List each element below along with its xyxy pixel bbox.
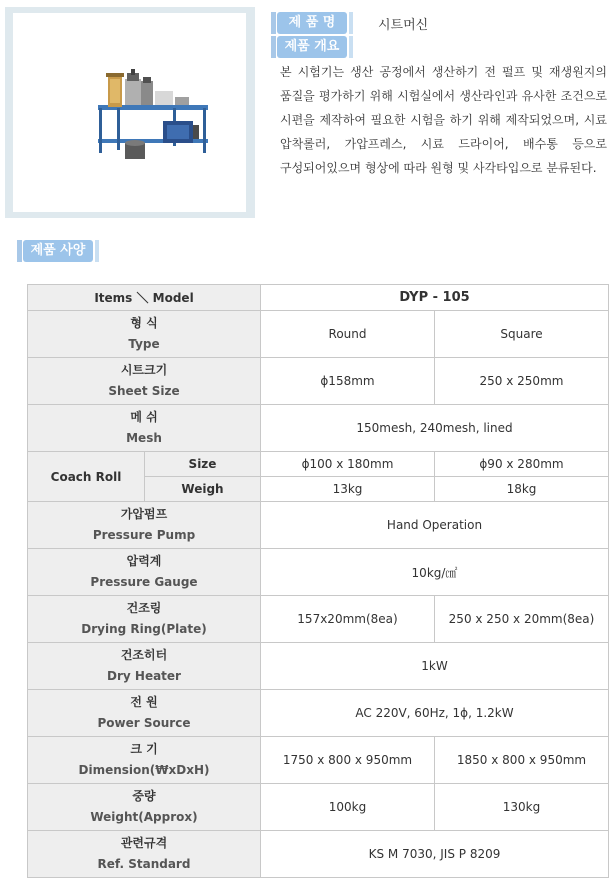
row-label-drying-ring: 건조링 Drying Ring(Plate): [28, 596, 261, 643]
sheet-round: ϕ158mm: [261, 358, 435, 405]
row-label-pressure-pump: 가압펌프 Pressure Pump: [28, 502, 261, 549]
header-items-model: Items ＼ Model: [28, 285, 261, 311]
product-photo-frame: [5, 7, 255, 218]
table-row: [28, 452, 609, 477]
row-label-mesh: 메 쉬 Mesh: [28, 405, 261, 452]
row-label-sheet-size: 시트크기 Sheet Size: [28, 358, 261, 405]
pump-value: Hand Operation: [261, 502, 609, 549]
coach-size-square: ϕ90 x 280mm: [435, 452, 609, 477]
product-name-value: 시트머신: [378, 18, 429, 33]
table-row: [28, 502, 609, 549]
row-label-coach-roll: Coach Roll: [28, 452, 145, 502]
table-row: [28, 549, 609, 596]
row-label-coach-size: Size: [145, 452, 261, 477]
product-overview-text: 본 시험기는 생산 공정에서 생산하기 전 펄프 및 재생원지의 품질을 평가하기 위해 시험실에서 생산라인과 유사한 조건으로 시편을 제작하여 필요한 시험을 하기 위해 제작되었으며, 시료 압착롤러, 가압프레스, 시료 드라이어, 배수통 등으로 구성되어있으며 형상에 따라 원형 및 사각타입으로 분류된다.: [280, 65, 607, 175]
standard-value: KS M 7030, JIS P 8209: [261, 831, 609, 878]
heater-value: 1kW: [261, 643, 609, 690]
row-label-dimension: 크 기 Dimension(₩xDxH): [28, 737, 261, 784]
product-overview-label-text: 제품 개요: [277, 36, 347, 58]
table-row: [28, 596, 609, 643]
product-name-label: [271, 12, 353, 34]
table-row: [28, 737, 609, 784]
table-row: [28, 311, 609, 358]
header-model: DYP - 105: [261, 285, 609, 311]
table-row: [28, 358, 609, 405]
row-label-ref-standard: 관련규격 Ref. Standard: [28, 831, 261, 878]
mesh-value: 150mesh, 240mesh, lined: [261, 405, 609, 452]
power-value: AC 220V, 60Hz, 1ϕ, 1.2kW: [261, 690, 609, 737]
row-label-coach-weigh: Weigh: [145, 477, 261, 502]
dim-round: 1750 x 800 x 950mm: [261, 737, 435, 784]
table-row: [28, 643, 609, 690]
table-row: [28, 285, 609, 311]
coach-weigh-square: 18kg: [435, 477, 609, 502]
spec-table: [27, 284, 609, 878]
coach-weigh-round: 13kg: [261, 477, 435, 502]
weight-round: 100kg: [261, 784, 435, 831]
row-label-pressure-gauge: 압력계 Pressure Gauge: [28, 549, 261, 596]
table-row: [28, 405, 609, 452]
row-label-type: 형 식 Type: [28, 311, 261, 358]
row-label-dry-heater: 건조히터 Dry Heater: [28, 643, 261, 690]
table-row: [28, 690, 609, 737]
gauge-value: 10kg/㎠: [261, 549, 609, 596]
product-overview-label: [271, 36, 353, 58]
sheet-machine-illustration: [13, 13, 246, 212]
coach-size-round: ϕ100 x 180mm: [261, 452, 435, 477]
product-name-label-text: 제 품 명: [277, 12, 347, 34]
ring-square: 250 x 250 x 20mm(8ea): [435, 596, 609, 643]
weight-square: 130kg: [435, 784, 609, 831]
spec-section-label-text: 제품 사양: [23, 240, 93, 262]
spec-section-label: [17, 240, 99, 262]
type-square: Square: [435, 311, 609, 358]
row-label-weight: 중량 Weight(Approx): [28, 784, 261, 831]
row-label-power-source: 전 원 Power Source: [28, 690, 261, 737]
product-photo: [13, 13, 246, 212]
ring-round: 157x20mm(8ea): [261, 596, 435, 643]
dim-square: 1850 x 800 x 950mm: [435, 737, 609, 784]
table-row: [28, 784, 609, 831]
table-row: [28, 831, 609, 878]
sheet-square: 250 x 250mm: [435, 358, 609, 405]
type-round: Round: [261, 311, 435, 358]
